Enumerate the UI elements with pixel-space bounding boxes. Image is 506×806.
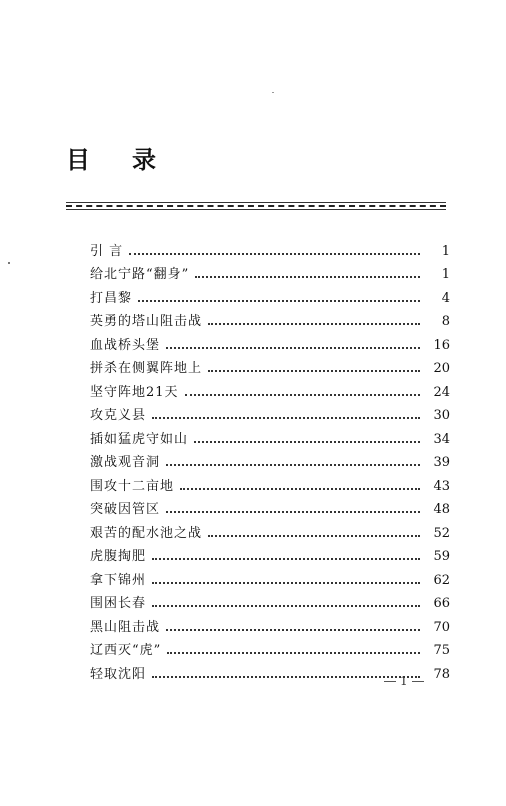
dot-leader [194, 441, 420, 443]
dot-leader [180, 488, 420, 490]
toc-entry-title: 艰苦的配水池之战 [90, 525, 203, 541]
toc-entry-title: 黑山阻击战 [90, 619, 161, 635]
dot-leader [166, 464, 420, 466]
toc-entry-title: 英勇的塔山阻击战 [90, 314, 203, 329]
toc-entry-page: 1 [441, 267, 450, 282]
dot-leader [167, 652, 420, 654]
toc-entry-page: 78 [433, 666, 450, 682]
toc-entry-page: 34 [433, 431, 450, 447]
toc-entry[interactable] [90, 423, 450, 447]
toc-entry-page: 43 [433, 478, 450, 494]
toc-entry-title: 激战观音洞 [90, 455, 161, 470]
toc-entry-page: 20 [433, 361, 450, 376]
toc-entry-title: 打昌黎 [90, 290, 133, 306]
table-of-contents [90, 235, 450, 682]
dot-leader [152, 417, 420, 419]
page-number-value: 1 [400, 674, 408, 688]
dot-leader [185, 394, 420, 396]
toc-entry-page: 24 [433, 384, 450, 400]
toc-entry-title: 围攻十二亩地 [90, 478, 175, 494]
toc-entry-page: 16 [433, 337, 450, 353]
toc-entry[interactable] [90, 400, 450, 424]
toc-entry-title: 围困长春 [90, 596, 147, 611]
scan-speck [8, 262, 10, 264]
toc-entry-title: 突破因管区 [90, 502, 161, 517]
toc-entry[interactable] [90, 376, 450, 400]
toc-entry-page: 4 [441, 290, 450, 306]
toc-entry-page: 30 [433, 408, 450, 423]
toc-entry[interactable] [90, 611, 450, 635]
toc-entry-page: 39 [433, 455, 450, 470]
toc-entry-page: 75 [433, 643, 450, 658]
toc-entry[interactable] [90, 564, 450, 588]
toc-entry[interactable] [90, 635, 450, 659]
toc-entry[interactable] [90, 329, 450, 353]
dot-leader [152, 582, 420, 584]
toc-entry-page: 1 [441, 243, 450, 259]
toc-entry-title: 虎腹掏肥 [90, 549, 147, 564]
toc-entry[interactable] [90, 259, 450, 283]
toc-entry-title: 插如猛虎守如山 [90, 431, 189, 447]
toc-entry[interactable] [90, 470, 450, 494]
dot-leader [152, 605, 420, 607]
toc-entry[interactable] [90, 541, 450, 565]
toc-entry[interactable] [90, 447, 450, 471]
toc-entry[interactable] [90, 306, 450, 330]
toc-entry-page: 66 [433, 596, 450, 611]
toc-entry[interactable] [90, 353, 450, 377]
toc-entry-title: 轻取沈阳 [90, 666, 147, 682]
dot-leader [129, 253, 420, 255]
dot-leader [195, 276, 420, 278]
toc-entry-title: 拿下锦州 [90, 572, 147, 588]
dot-leader [138, 300, 420, 302]
page-title: 目录 [66, 146, 198, 174]
toc-entry-page: 48 [433, 502, 450, 517]
toc-entry-title: 攻克义县 [90, 408, 147, 423]
toc-entry-page: 59 [433, 549, 450, 564]
page-number [380, 674, 428, 688]
toc-entry[interactable] [90, 282, 450, 306]
dot-leader [166, 629, 420, 631]
title-rule [66, 202, 446, 212]
toc-entry-page: 70 [433, 619, 450, 635]
toc-entry-page: 52 [433, 525, 450, 541]
toc-entry-title: 辽西灭“虎” [90, 643, 162, 658]
toc-entry-page: 62 [433, 572, 450, 588]
toc-entry[interactable] [90, 235, 450, 259]
toc-entry-title: 引 言 [90, 243, 124, 259]
toc-entry[interactable] [90, 588, 450, 612]
dot-leader [152, 558, 420, 560]
dot-leader [166, 347, 420, 349]
toc-entry-title: 血战桥头堡 [90, 337, 161, 353]
toc-entry[interactable] [90, 494, 450, 518]
toc-entry-title: 给北宁路“翻身” [90, 267, 190, 282]
toc-entry-title: 拼杀在侧翼阵地上 [90, 361, 203, 376]
toc-entry[interactable] [90, 517, 450, 541]
dot-leader [166, 511, 420, 513]
toc-entry-title: 坚守阵地21天 [90, 384, 179, 400]
dot-leader [208, 323, 420, 325]
toc-entry-page: 8 [441, 314, 450, 329]
dot-leader [208, 535, 420, 537]
scan-speck [272, 92, 274, 93]
dot-leader [208, 370, 420, 372]
